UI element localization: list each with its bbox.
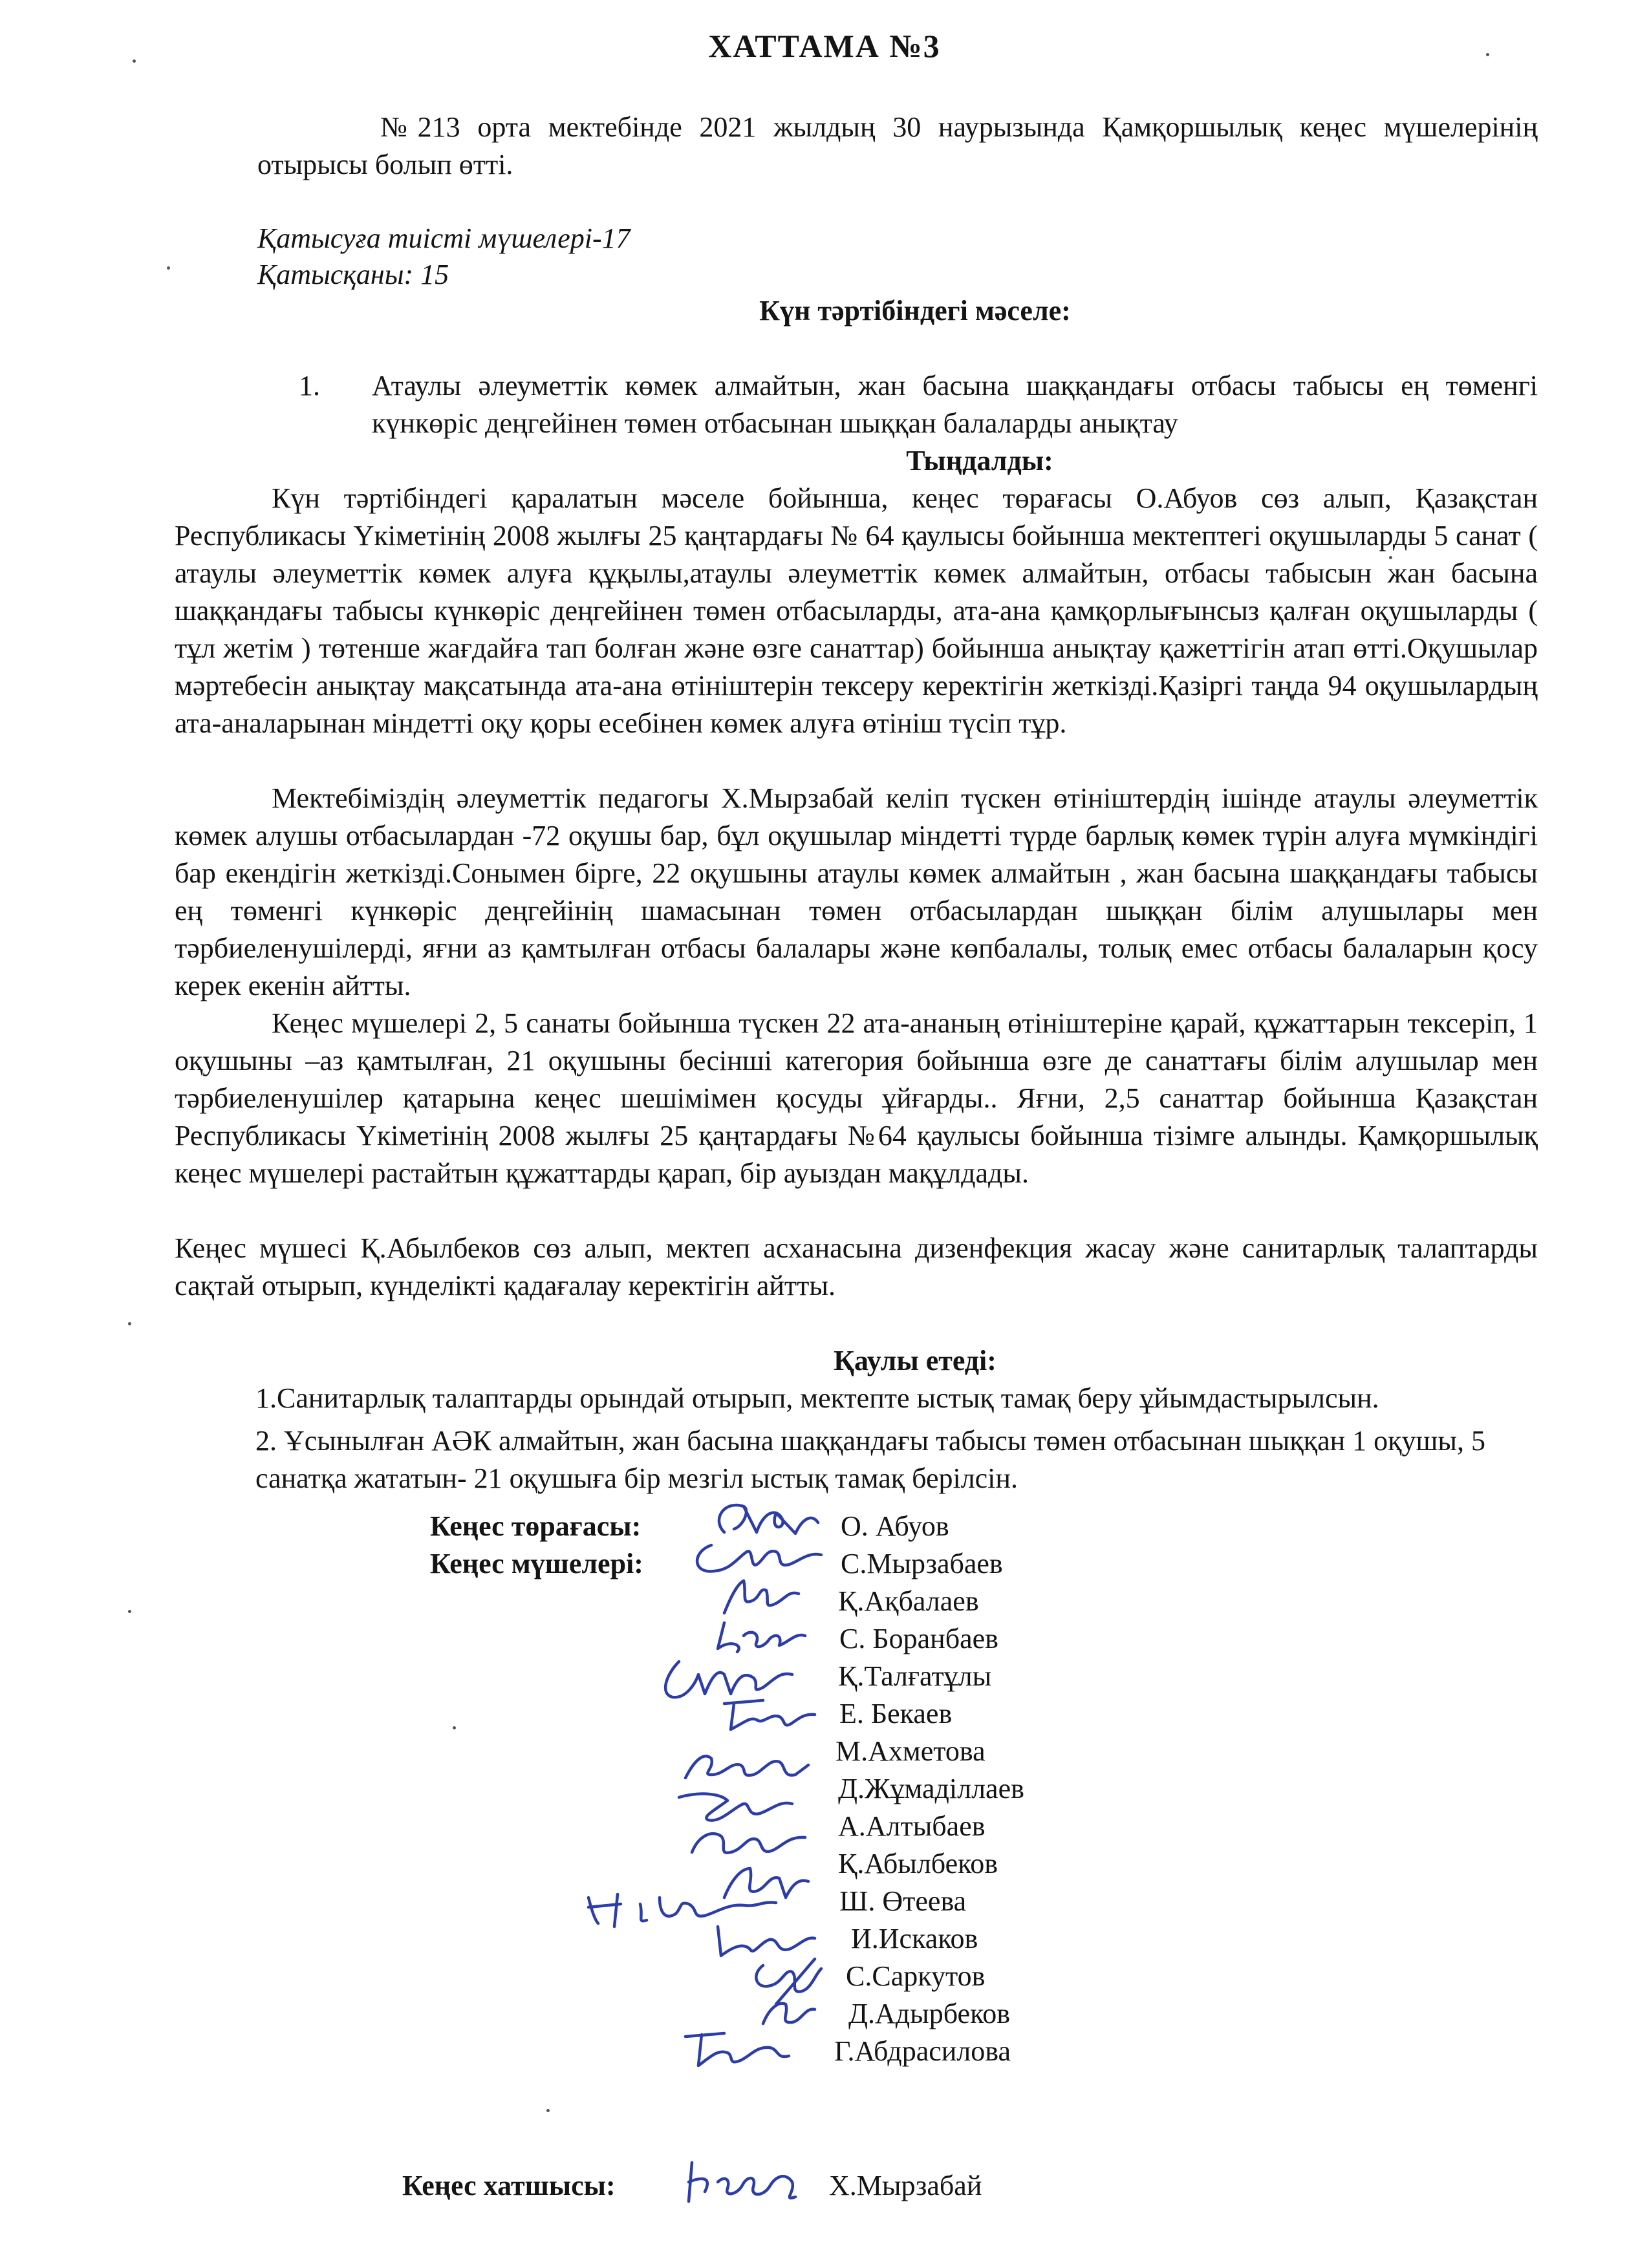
intro-paragraph (257, 109, 1538, 184)
scan-speck (128, 1322, 131, 1325)
resolution-heading: Қаулы етеді: (834, 1345, 997, 1376)
member-name: С.Мырзабаев (841, 1548, 1003, 1579)
scan-speck (453, 1726, 456, 1729)
attendance-present: Қатысқаны: 15 (257, 259, 449, 290)
heard-paragraph-2: Мектебіміздің әлеуметтік педагогы Х.Мырзабай келіп түскен өтініштердің ішінде атаулы әлеуметтік көмек алушы отбасылардан -72 оқушы бар, бұл оқушылар міндетті түрде барлық көмек түрін алуға мүмкіндігі бар екендігін жеткізді.Сонымен бірге, 22 оқушыны атаулы көмек алмайтын , жан басына шаққандағы табысы ең төменгі күнкөріс деңгейінің шамасынан төмен отбасылардан шыққан білім алушылары мен тәрбиеленушілерді, яғни аз қамтылған отбасы балалары және көпбалалы, толық емес отбасы балаларын қосу керек екенін айтты. (175, 782, 1538, 1001)
agenda-number: 1. (299, 370, 320, 401)
member-signature (711, 1687, 828, 1739)
scan-speck (546, 2109, 550, 2112)
member-name: М.Ахметова (835, 1735, 986, 1767)
member-name: Қ.Абылбеков (838, 1848, 998, 1879)
member-name: Г.Абдрасилова (834, 2035, 1011, 2067)
chair-label: Кеңес төрағасы: (430, 1510, 641, 1542)
chair-name: О. Абуов (841, 1510, 949, 1542)
members-label: Кеңес мүшелері: (430, 1548, 643, 1579)
scan-speck (128, 1610, 131, 1613)
member-name: Д.Адырбеков (848, 1998, 1010, 2029)
intro-text: №213 орта мектебінде 2021 жылдың 30 наурызында Қамқоршылық кеңес мүшелерінің отырысы болып өтті. (257, 111, 1538, 180)
heard-paragraph-4: Кеңес мүшесі Қ.Абылбеков сөз алып, мектеп асханасына дизенфекция жасау және санитарлық талаптарды сақтай отырып, күнделікті қадағалау керектігін айтты. (175, 1232, 1538, 1301)
resolution-item-1: 1.Санитарлық талаптарды орындай отырып, мектепте ыстық тамақ беру ұйымдастырылсын. (255, 1382, 1379, 1414)
attendance-expected: Қатысуға тиісті мүшелері-17 (257, 222, 630, 254)
scan-speck (167, 266, 170, 270)
heard-paragraph-1: Күн тәртібіндегі қаралатын мәселе бойынша, кеңес төрағасы О.Абуов сөз алып, Қазақстан Республикасы Үкіметінің 2008 жылғы 25 қаңтардағы № 64 қаулысы бойынша мектептегі оқушыларды 5 санат ( атаулы әлеуметтік көмек алуға құқылы,атаулы әлеуметтік көмек алмайтын, отбасы табысын жан басына шаққандағы табысы күнкөріс деңгейінен төмен отбасыларды, ата-ана қамқорлығынсыз қалған оқушыларды ( тұл жетім ) төтенше жағдайға тап болған және өзге санаттар) бойынша анықтау қажеттігін атап өтті.Оқушылар мәртебесін анықтау мақсатында ата-ана өтініштерін тексеру керектігін жеткізді.Қазіргі таңда 94 оқушылардың ата-аналарынан міндетті оқу қоры есебінен көмек алуға өтініш түсіп тұр. (175, 482, 1538, 739)
heard-paragraph-3: Кеңес мүшелері 2, 5 санаты бойынша түскен 22 ата-ананың өтініштеріне қарай, құжаттарын тексеріп, 1 оқушыны –аз қамтылған, 21 оқушыны бесінші категория бойынша өзге де санаттағы білім алушылар мен тәрбиеленушілер қатарына кеңес шешімімен қосуды ұйғарды.. Яғни, 2,5 санаттар бойынша Қазақстан Республикасы Үкіметінің 2008 жылғы 25 қаңтардағы №64 қаулысы бойынша тізімге алынды. Қамқоршылық кеңес мүшелері растайтын құжаттарды қарап, бір ауыздан мақұлдады. (175, 1007, 1538, 1189)
member-name: Қ.Ақбалаев (838, 1585, 979, 1617)
member-name: С.Саркутов (846, 1960, 986, 1992)
member-name: И.Искаков (851, 1923, 978, 1954)
document-title: ХАТТАМА №3 (708, 28, 941, 64)
secretary-label: Кеңес хатшысы: (402, 2170, 616, 2201)
member-name: С. Боранбаев (839, 1623, 998, 1654)
member-signature (666, 2020, 815, 2072)
member-name: Д.Жұмаділлаев (838, 1773, 1024, 1804)
resolution-item-2: 2. Ұсынылған АӘК алмайтын, жан басына шаққандағы табысы төмен отбасынан шыққан 1 оқушы, 5 санатқа жататын- 21 оқушыға бір мезгіл ыстық тамақ берілсін. (255, 1425, 1485, 1494)
heard-heading: Тыңдалды: (906, 445, 1053, 476)
secretary-signature (666, 2146, 815, 2218)
member-name: Ш. Өтеева (839, 1885, 967, 1917)
agenda-item: Атаулы әлеуметтік көмек алмайтын, жан басына шаққандағы отбасы табысы ең төменгі күнкөріс деңгейінен төмен отбасынан шыққан балаларды анықтау (372, 370, 1538, 439)
member-name: Қ.Талғатұлы (838, 1660, 992, 1692)
secretary-name: Х.Мырзабай (829, 2170, 982, 2201)
agenda-heading: Күн тәртібіндегі мәселе: (759, 295, 1071, 326)
member-name: А.Алтыбаев (838, 1810, 986, 1842)
member-name: Е. Бекаев (839, 1698, 953, 1729)
